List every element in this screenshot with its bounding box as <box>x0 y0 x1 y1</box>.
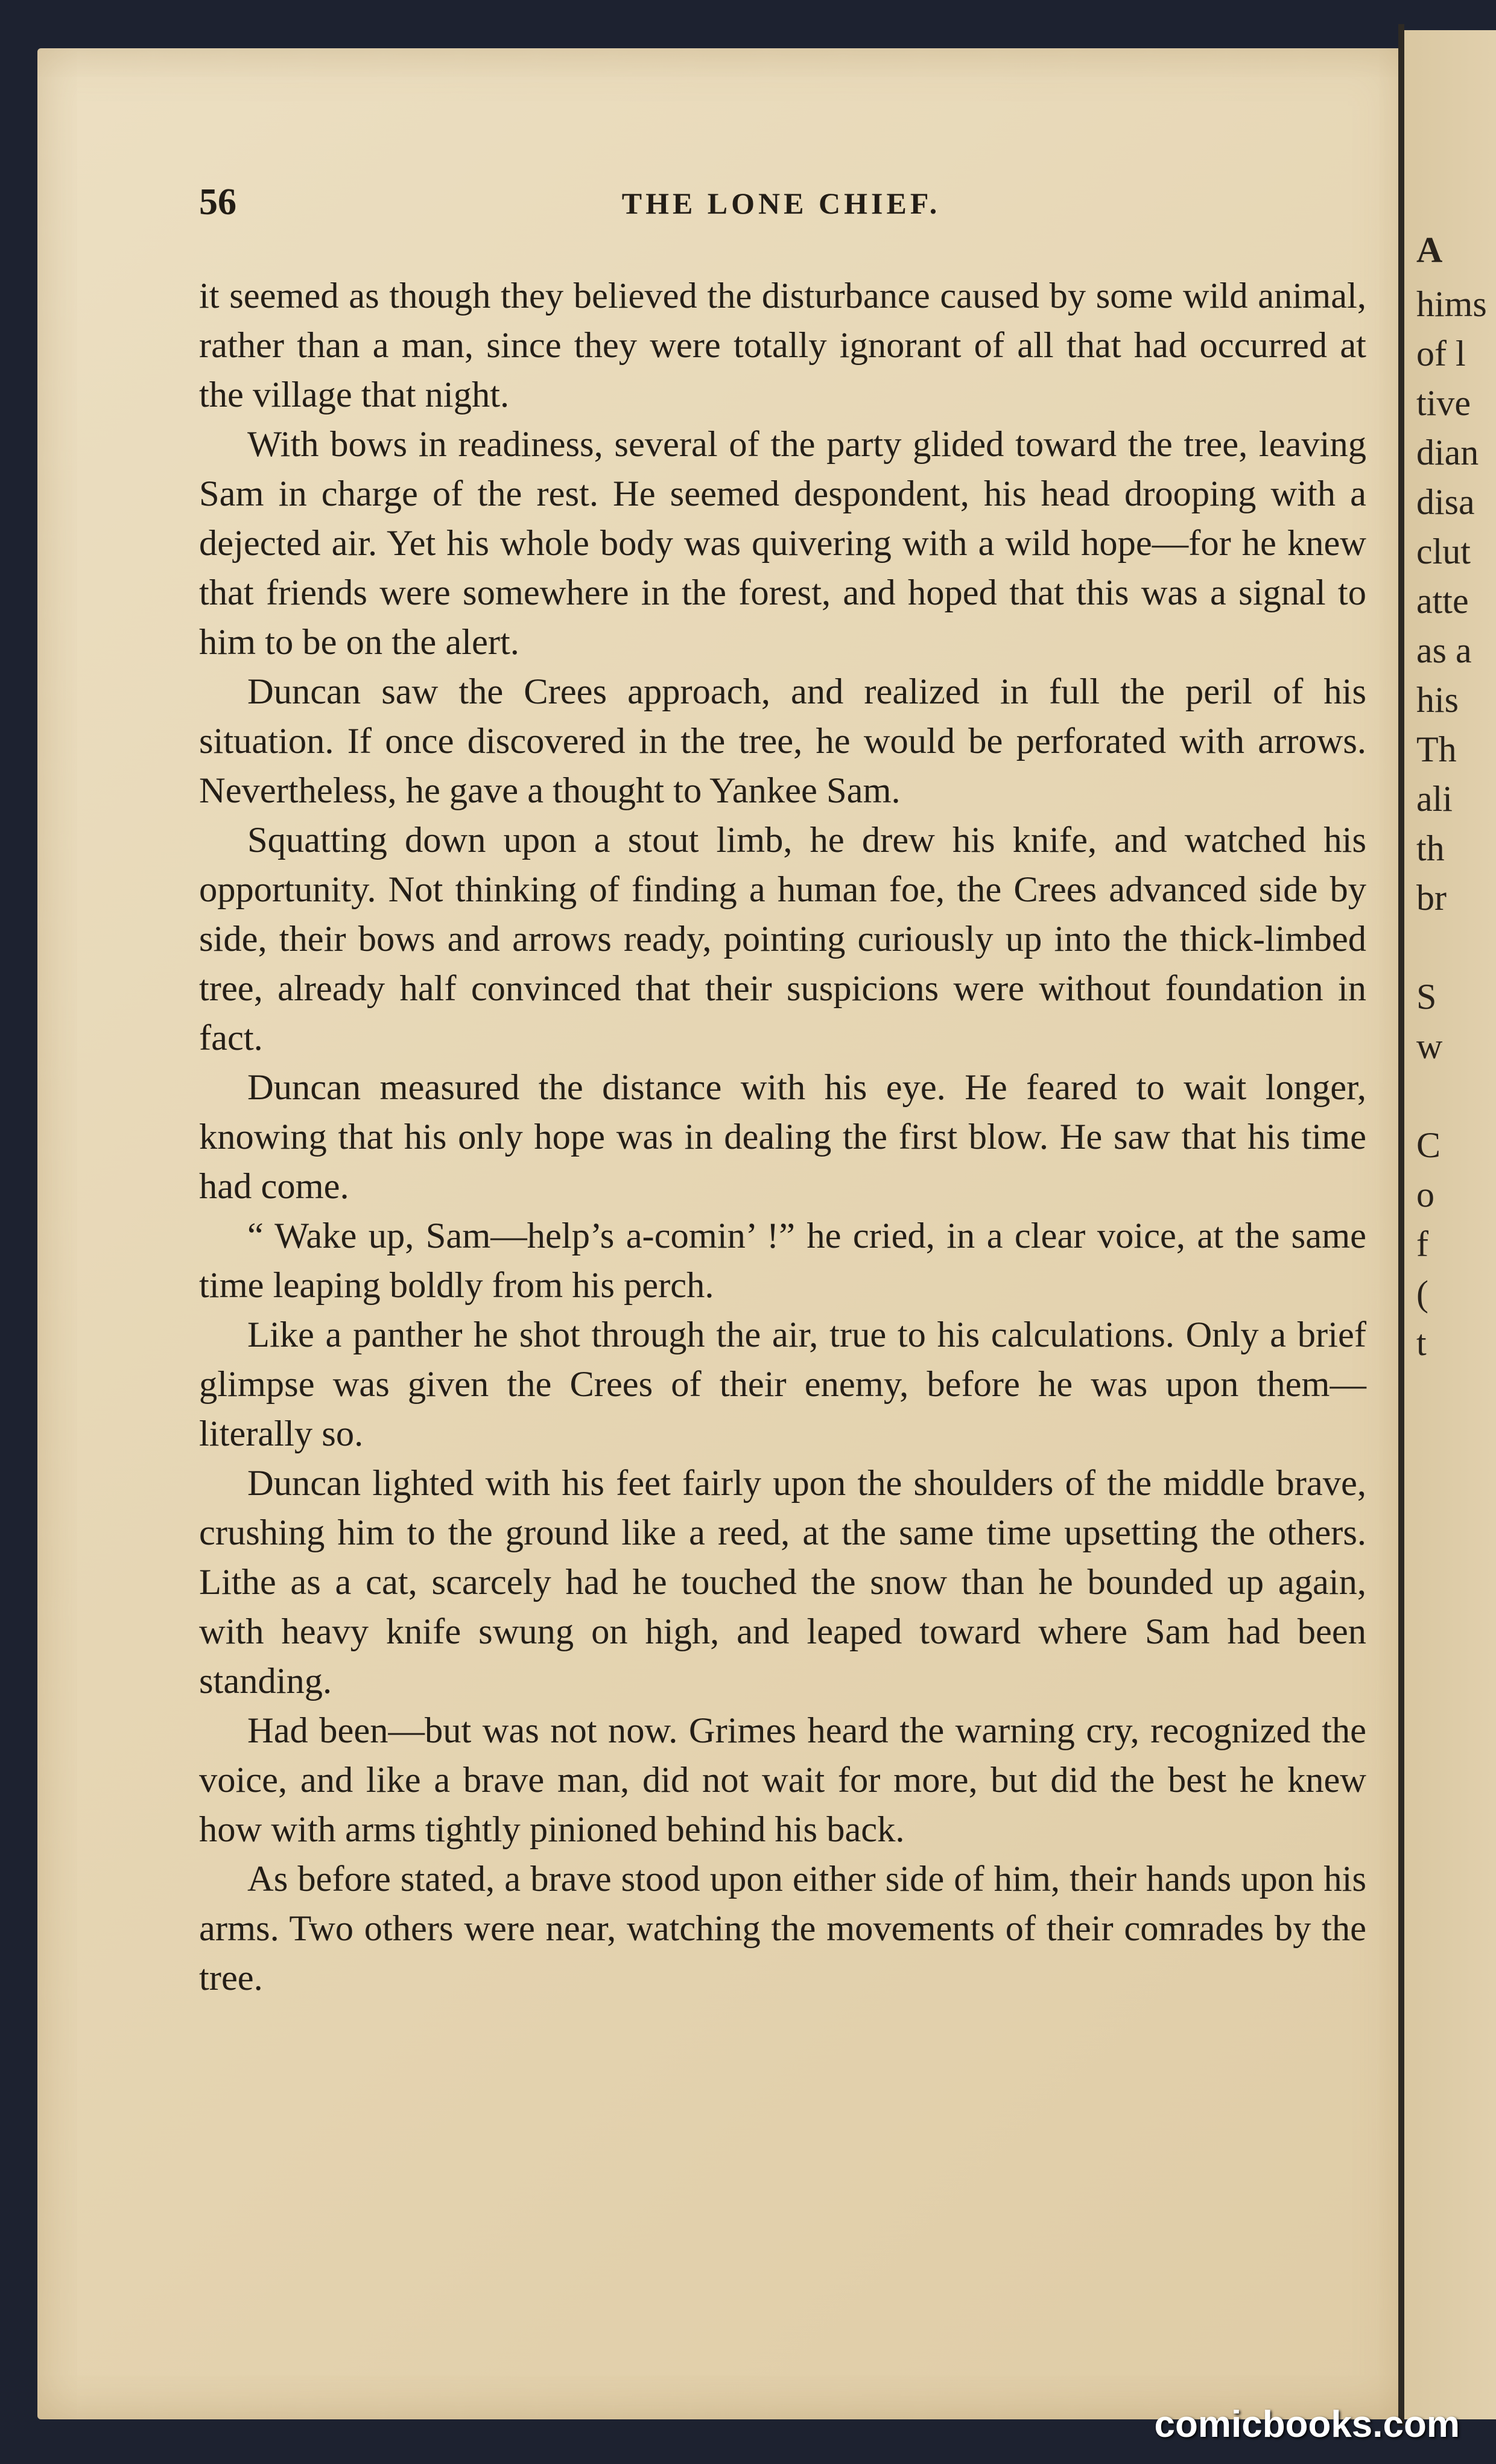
paragraph: With bows in readiness, several of the party glided toward the tree, leaving Sam in charge of the rest. He seemed despondent, his head drooping with a dejected air. Yet his whole body was quivering with a wild hope—for he knew that friends were somewhere in the forest, and hoped that this was a signal to him to be on the alert. <box>199 424 1366 662</box>
watermark: comicbooks.com <box>1154 2404 1460 2445</box>
facing-page-fragment: f <box>1416 1224 1428 1264</box>
paragraph: Had been—but was not now. Grimes heard the warning cry, recognized the voice, and like a brave man, did not wait for more, but did the best he knew how with arms tightly pinioned behind his back. <box>199 1710 1366 1850</box>
page-header <box>199 181 1363 223</box>
facing-page-edge <box>1404 30 1496 2419</box>
facing-page-fragment: t <box>1416 1323 1427 1363</box>
paragraph: Duncan lighted with his feet fairly upon the shoulders of the middle brave, crushing him to the ground like a reed, at the same time upsetting the others. Lithe as a cat, scarcely had he touched the snow than he bounded up again, with heavy knife swung on high, and leaped toward where Sam had been standing. <box>199 1463 1366 1701</box>
facing-page-fragment: his <box>1416 680 1459 720</box>
facing-page-fragment: br <box>1416 878 1447 918</box>
running-head: THE LONE CHIEF. <box>621 186 941 220</box>
facing-page-fragment: o <box>1416 1175 1434 1215</box>
facing-page-fragment: w <box>1416 1026 1443 1066</box>
facing-page-fragment: hims <box>1416 284 1487 324</box>
facing-page-fragment: th <box>1416 828 1445 868</box>
paragraph: “ Wake up, Sam—help’s a-comin’ !” he cried, in a clear voice, at the same time leaping boldly from his perch. <box>199 1216 1366 1306</box>
facing-page-fragment: as a <box>1416 630 1472 670</box>
facing-page-fragment: ( <box>1416 1274 1428 1313</box>
facing-page-fragment: clut <box>1416 532 1471 571</box>
body-text <box>199 271 1366 2003</box>
facing-page-fragment: of l <box>1416 334 1466 373</box>
facing-page-fragment: S <box>1416 977 1437 1017</box>
paragraph: As before stated, a brave stood upon either side of him, their hands upon his arms. Two others were near, watching the movements of their comrades by the tree. <box>199 1859 1366 1998</box>
paragraph: Duncan saw the Crees approach, and realized in full the peril of his situation. If once discovered in the tree, he would be perforated with arrows. Nevertheless, he gave a thought to Yankee Sam. <box>199 672 1366 811</box>
facing-page-fragment: ali <box>1416 779 1453 819</box>
paragraph: it seemed as though they believed the disturbance caused by some wild animal, rather than a man, since they were totally ignorant of all that had occurred at the village that night. <box>199 276 1366 415</box>
paragraph: Duncan measured the distance with his eye. He feared to wait longer, knowing that his only hope was in dealing the first blow. He saw that his time had come. <box>199 1067 1366 1207</box>
book-gutter <box>1398 24 1404 2425</box>
facing-page-fragment: C <box>1416 1125 1441 1165</box>
facing-page-fragment: Th <box>1416 729 1457 769</box>
facing-page-fragment: A <box>1416 230 1443 270</box>
facing-page-fragment: tive <box>1416 383 1471 423</box>
facing-page-fragment: dian <box>1416 433 1479 472</box>
page-number: 56 <box>199 182 236 223</box>
paragraph: Squatting down upon a stout limb, he drew his knife, and watched his opportunity. Not thinking of finding a human foe, the Crees advanced side by side, their bows and arrows ready, pointing curiously up into the thick-limbed tree, already half convinced that their suspicions were without foundation in fact. <box>199 820 1366 1058</box>
paragraph: Like a panther he shot through the air, true to his calculations. Only a brief glimpse was given the Crees of their enemy, before he was upon them—literally so. <box>199 1315 1366 1454</box>
facing-page-fragment: atte <box>1416 581 1469 621</box>
facing-page-fragment: disa <box>1416 482 1475 522</box>
